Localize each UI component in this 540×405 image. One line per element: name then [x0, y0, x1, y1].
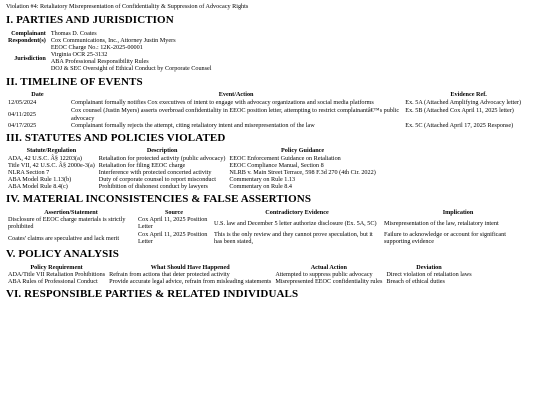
timeline-event: Cox counsel (Justin Myers) asserts overbroad confidentiality in EEOC position letter, attempting to restrict complainantâ€™s public advocacy: [70, 107, 400, 122]
timeline-evidence-ref: Ex. 5B (Attached Cox April 11, 2025 letter): [405, 107, 514, 115]
description-cell: Prohibition of dishonest conduct by lawyers: [98, 183, 208, 191]
policy-table: [6, 264, 474, 285]
table-row: [6, 183, 378, 190]
guidance-cell: Commentary on Rule 8.4: [229, 183, 292, 191]
table-header-row: [6, 264, 474, 271]
deviation-cell: Direct violation of retaliation laws: [386, 271, 472, 279]
section-heading-timeline: II. TIMELINE OF EVENTS: [6, 75, 143, 88]
evidence-cell: U.S. law and December 5 letter authorize disclosure (Ex. 5A, 5C): [214, 219, 377, 227]
table-row: [6, 99, 534, 106]
column-header: Contradictory Evidence: [265, 208, 329, 216]
column-header: Policy Requirement: [30, 264, 83, 272]
jurisdiction-label: Jurisdiction: [14, 54, 46, 62]
table-row: [6, 44, 214, 73]
jurisdiction-line: Virginia OCR 25-3132: [50, 51, 108, 59]
column-header: Policy Guidance: [281, 147, 325, 155]
parties-table: [6, 30, 214, 73]
complainant-value: Thomas D. Coates: [50, 29, 97, 37]
section-heading-policy: V. POLICY ANALYSIS: [6, 248, 119, 261]
table-header-row: [6, 209, 534, 216]
respondents-label: Respondent(s): [8, 36, 46, 44]
actual-action-cell: Attempted to suppress public advocacy: [275, 271, 373, 279]
inconsistencies-table: [6, 209, 534, 246]
guidance-cell: NLRB v. Main Street Terrace, 598 F.3d 270 (4th Cir. 2022): [229, 168, 376, 176]
statute-cell: Title VII, 42 U.S.C. Â§ 2000e-3(a): [8, 161, 95, 169]
respondents-value: Cox Communications, Inc., Attorney Justin Myers: [50, 36, 176, 44]
jurisdiction-value: [49, 44, 214, 73]
column-header: Evidence Ref.: [450, 91, 487, 99]
table-row: [6, 169, 378, 176]
description-cell: Retaliation for protected activity (public advocacy): [98, 154, 226, 162]
table-header-row: [6, 91, 534, 98]
timeline-evidence-ref: Ex. 5A (Attached Amplifying Advocacy letter): [405, 99, 522, 107]
statute-cell: ABA Model Rule 1.13(b): [8, 175, 72, 183]
statute-cell: NLRA Section 7: [8, 168, 50, 176]
jurisdiction-line: DOJ & SEC Oversight of Ethical Conduct by Corporate Counsel: [50, 65, 212, 73]
implication-cell: Failure to acknowledge or account for significant supporting evidence: [384, 231, 506, 246]
statute-cell: ADA, 42 U.S.C. Â§ 12203(a): [8, 154, 82, 162]
source-cell: Cox April 11, 2025 Position Letter: [138, 215, 208, 231]
document-header-line: Violation #4: Retaliatory Misrepresentation of Confidentiality & Suppression of Advocacy Rights: [6, 3, 249, 10]
timeline-event: Complainant formally notifies Cox executives of intent to engage with advocacy organizations and social media platforms: [70, 99, 374, 107]
column-header: Statute/Regulation: [26, 147, 77, 155]
requirement-cell: ADA/Title VII Retaliation Prohibitions: [8, 271, 106, 279]
column-header: Assertion/Statement: [44, 208, 98, 216]
table-row: [6, 107, 534, 121]
table-row: [6, 231, 534, 245]
column-header: Event/Action: [218, 91, 254, 99]
description-cell: Retaliation for filing EEOC charge: [98, 161, 186, 169]
section-heading-parties: I. PARTIES AND JURISDICTION: [6, 14, 174, 27]
table-row: [6, 216, 534, 230]
timeline-event: Complainant formally rejects the attempt, citing retaliatory intent and misrepresentation of the law: [70, 121, 315, 129]
description-cell: Interference with protected concerted activity: [98, 168, 212, 176]
table-row: [6, 37, 214, 44]
column-header: Description: [146, 147, 178, 155]
section-heading-responsible: VI. RESPONSIBLE PARTIES & RELATED INDIVIDUALS: [6, 288, 299, 301]
section-heading-inconsistencies: IV. MATERIAL INCONSISTENCIES & FALSE ASSERTIONS: [6, 193, 312, 206]
requirement-cell: ABA Rules of Professional Conduct: [8, 278, 98, 286]
timeline-evidence-ref: Ex. 5C (Attached April 17, 2025 Response): [405, 121, 514, 129]
timeline-table: [6, 91, 534, 129]
guidance-cell: EEOC Enforcement Guidance on Retaliation: [229, 154, 341, 162]
statute-cell: ABA Model Rule 8.4(c): [8, 183, 68, 191]
column-header: Implication: [442, 208, 474, 216]
guidance-cell: Commentary on Rule 1.13: [229, 175, 296, 183]
jurisdiction-line: ABA Professional Responsibility Rules: [50, 58, 149, 66]
table-row: [6, 122, 534, 129]
should-have-cell: Provide accurate legal advice, refrain from misleading statements: [109, 278, 272, 286]
description-cell: Duty of corporate counsel to report misconduct: [98, 175, 216, 183]
assertion-cell: Coates' claims are speculative and lack merit: [8, 234, 120, 242]
table-row: [6, 30, 214, 37]
assertion-cell: Disclosure of EEOC charge materials is strictly prohibited: [8, 215, 126, 231]
column-header: Actual Action: [310, 264, 347, 272]
deviation-cell: Breach of ethical duties: [386, 278, 445, 286]
column-header: Source: [164, 208, 184, 216]
table-row: [6, 271, 474, 278]
timeline-date: 04/17/2025: [8, 121, 37, 129]
timeline-date: 12/05/2024: [8, 99, 37, 107]
statutes-table: [6, 147, 378, 190]
table-row: [6, 176, 378, 183]
complainant-label: Complainant: [11, 29, 46, 37]
guidance-cell: EEOC Compliance Manual, Section 8: [229, 161, 324, 169]
table-row: [6, 162, 378, 169]
evidence-cell: This is the only review and they cannot prove speculation, but it has been stated,: [214, 231, 373, 246]
actual-action-cell: Misrepresented EEOC confidentiality rules: [275, 278, 383, 286]
implication-cell: Misrepresentation of the law, retaliatory intent: [384, 219, 499, 227]
table-header-row: [6, 147, 378, 154]
jurisdiction-line: EEOC Charge No.: 12K-2025-00001: [50, 44, 143, 52]
table-row: [6, 278, 474, 285]
column-header: Date: [31, 91, 44, 99]
column-header: What Should Have Happened: [150, 264, 230, 272]
section-heading-statutes: III. STATUTES AND POLICIES VIOLATED: [6, 131, 226, 144]
should-have-cell: Refrain from actions that deter protected activity: [109, 271, 230, 279]
timeline-date: 04/11/2025: [8, 110, 36, 118]
column-header: Deviation: [416, 264, 442, 272]
source-cell: Cox April 11, 2025 Position Letter: [138, 231, 208, 246]
table-row: [6, 155, 378, 162]
